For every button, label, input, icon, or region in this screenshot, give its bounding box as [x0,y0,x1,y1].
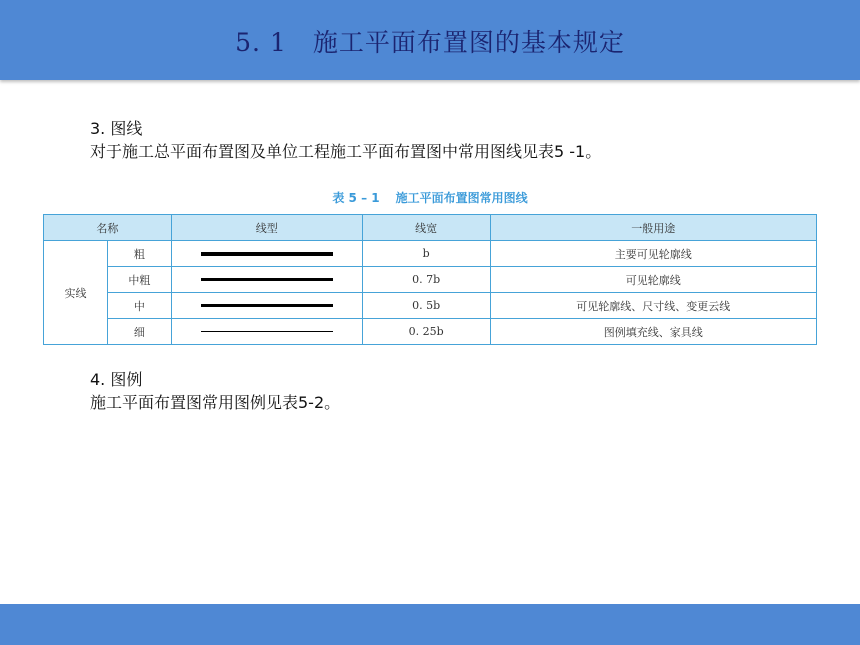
row-width-cell: 0. 5b [362,293,490,319]
header-line-type: 线型 [171,215,362,241]
row-usage-cell: 可见轮廓线、尺寸线、变更云线 [490,293,816,319]
header-usage: 一般用途 [490,215,816,241]
row-name-cell: 中粗 [107,267,171,293]
table-row [44,241,817,267]
line-sample-medium [201,304,333,307]
line-sample-cell [171,293,362,319]
line-sample-thick [201,252,333,256]
row-name-cell: 细 [107,319,171,345]
row-usage-cell: 可见轮廓线 [490,267,816,293]
table-header-row [44,215,817,241]
line-sample-thin [201,331,333,332]
section-heading-lines: 3. 图线 [90,119,143,138]
row-width-cell: 0. 25b [362,319,490,345]
row-name-cell: 粗 [107,241,171,267]
header-line-width: 线宽 [362,215,490,241]
row-name-cell: 中 [107,293,171,319]
table-caption-number: 表 5 – 1 [332,191,380,205]
footer-bar [0,604,860,645]
section-body-legend: 施工平面布置图常用图例见表5-2。 [90,393,341,412]
section-heading-legend: 4. 图例 [90,370,143,389]
table-row [44,319,817,345]
group-name-cell: 实线 [44,241,108,345]
row-width-cell: 0. 7b [362,267,490,293]
table-row [44,267,817,293]
line-sample-cell [171,267,362,293]
line-sample-medium-thick [201,278,333,281]
section-body-lines: 对于施工总平面布置图及单位工程施工平面布置图中常用图线见表5 -1。 [90,142,602,161]
row-width-cell: b [362,241,490,267]
table-caption [0,189,860,206]
row-usage-cell: 图例填充线、家具线 [490,319,816,345]
line-sample-cell [171,241,362,267]
header-name: 名称 [44,215,172,241]
line-types-table [43,214,817,345]
row-usage-cell: 主要可见轮廓线 [490,241,816,267]
table-caption-title: 施工平面布置图常用图线 [395,191,528,205]
line-sample-cell [171,319,362,345]
slide-title: 5. 1 施工平面布置图的基本规定 [235,28,625,57]
table-row [44,293,817,319]
